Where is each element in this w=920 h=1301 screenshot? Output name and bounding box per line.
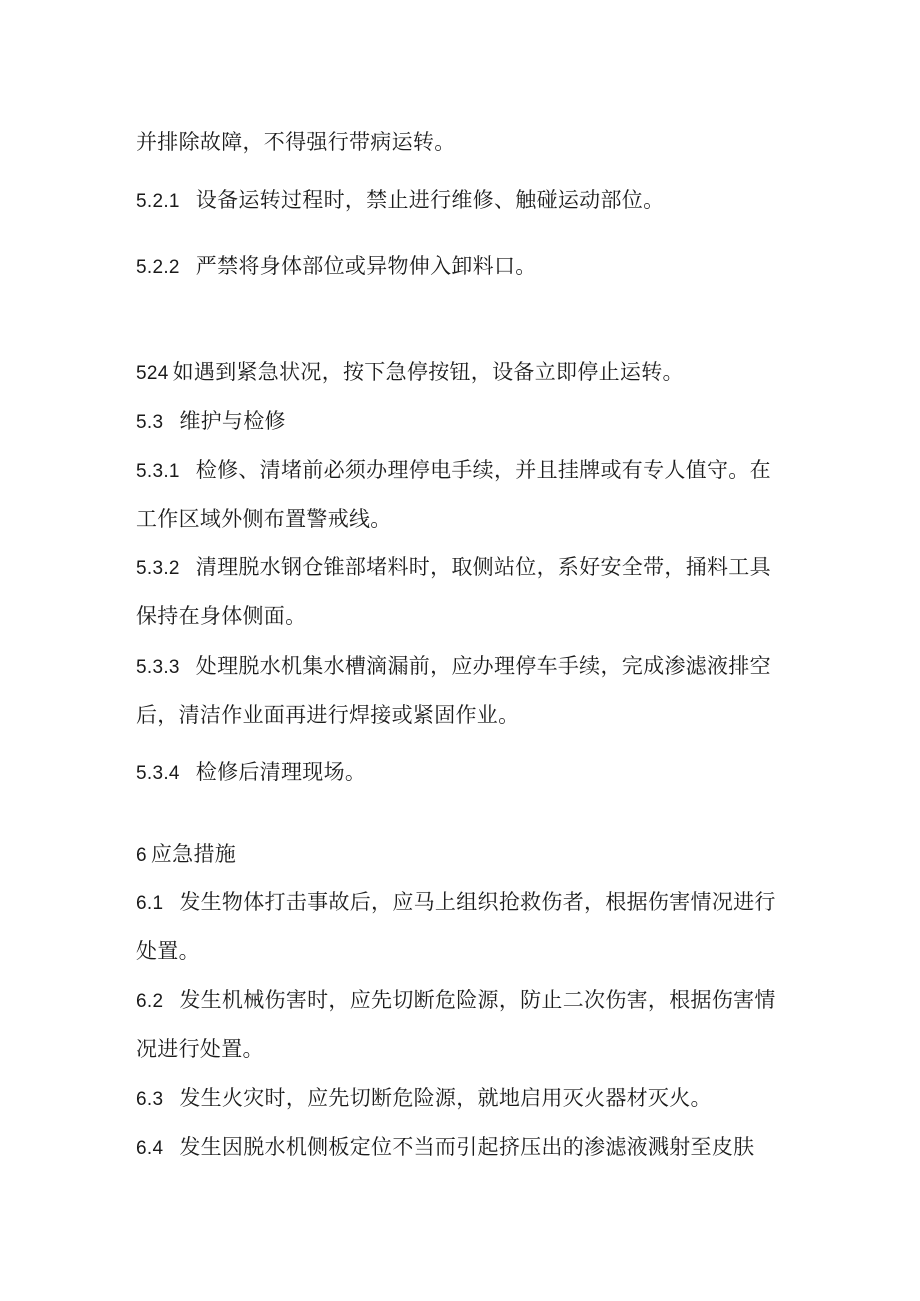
clause-text: 发生因脱水机侧板定位不当而引起挤压出的渗滤液溅射至皮肤 (179, 1135, 755, 1159)
clause-number: 524 (136, 363, 169, 384)
clause-5-3-2-continued (136, 602, 786, 630)
clause-number: 5.3.2 (136, 558, 180, 579)
clause-5-3-1 (136, 456, 786, 486)
clause-text: 如遇到紧急状况，按下急停按钮，设备立即停止运转。 (172, 360, 684, 384)
clause-6-2 (136, 986, 786, 1016)
clause-6-1-continued (136, 937, 786, 965)
clause-text: 况进行处置。 (136, 1037, 264, 1061)
clause-number: 6.4 (136, 1138, 164, 1159)
clause-5-3-4 (136, 758, 786, 788)
clause-number: 5.2.1 (136, 191, 180, 212)
clause-5-2-1 (136, 186, 786, 216)
clause-number: 6.1 (136, 893, 164, 914)
clause-5-3-3 (136, 652, 786, 682)
clause-6-4 (136, 1133, 786, 1163)
clause-text: 工作区域外侧布置警戒线。 (136, 507, 392, 531)
clause-text: 严禁将身体部位或异物伸入卸料口。 (195, 254, 537, 278)
clause-text: 设备运转过程时，禁止进行维修、触碰运动部位。 (195, 188, 665, 212)
clause-524 (136, 358, 786, 388)
clause-text: 后，清洁作业面再进行焊接或紧固作业。 (136, 703, 520, 727)
clause-text: 发生火灾时，应先切断危险源，就地启用灭火器材灭火。 (179, 1086, 712, 1110)
clause-5-3-3-continued (136, 701, 786, 729)
clause-number: 5.3.1 (136, 461, 180, 482)
clause-5-3-1-continued (136, 505, 786, 533)
section-title: 维护与检修 (179, 409, 286, 433)
section-6-heading (136, 840, 786, 870)
paragraph-line (136, 128, 786, 156)
clause-5-2-2 (136, 252, 786, 282)
clause-6-1 (136, 888, 786, 918)
section-number: 5.3 (136, 412, 164, 433)
clause-6-3 (136, 1084, 786, 1114)
clause-number: 5.2.2 (136, 257, 180, 278)
clause-number: 5.3.4 (136, 763, 180, 784)
clause-text: 检修后清理现场。 (195, 760, 367, 784)
clause-5-3-2 (136, 553, 786, 583)
clause-number: 5.3.3 (136, 657, 180, 678)
clause-6-2-continued (136, 1035, 786, 1063)
clause-text: 清理脱水钢仓锥部堵料时，取侧站位，系好安全带，捅料工具 (195, 555, 771, 579)
clause-number: 6.3 (136, 1089, 164, 1110)
line-text: 并排除故障，不得强行带病运转。 (136, 130, 456, 154)
section-title: 应急措施 (150, 842, 237, 866)
section-5-3-heading (136, 407, 786, 437)
section-number: 6 (136, 845, 147, 866)
clause-text: 处置。 (136, 939, 200, 963)
clause-text: 检修、清堵前必须办理停电手续，并且挂牌或有专人值守。在 (195, 458, 771, 482)
clause-text: 发生物体打击事故后，应马上组织抢救伤者，根据伤害情况进行 (179, 890, 776, 914)
clause-text: 处理脱水机集水槽滴漏前，应办理停车手续，完成渗滤液排空 (195, 654, 771, 678)
clause-number: 6.2 (136, 991, 164, 1012)
clause-text: 保持在身体侧面。 (136, 604, 307, 628)
clause-text: 发生机械伤害时，应先切断危险源，防止二次伤害，根据伤害情 (179, 988, 776, 1012)
